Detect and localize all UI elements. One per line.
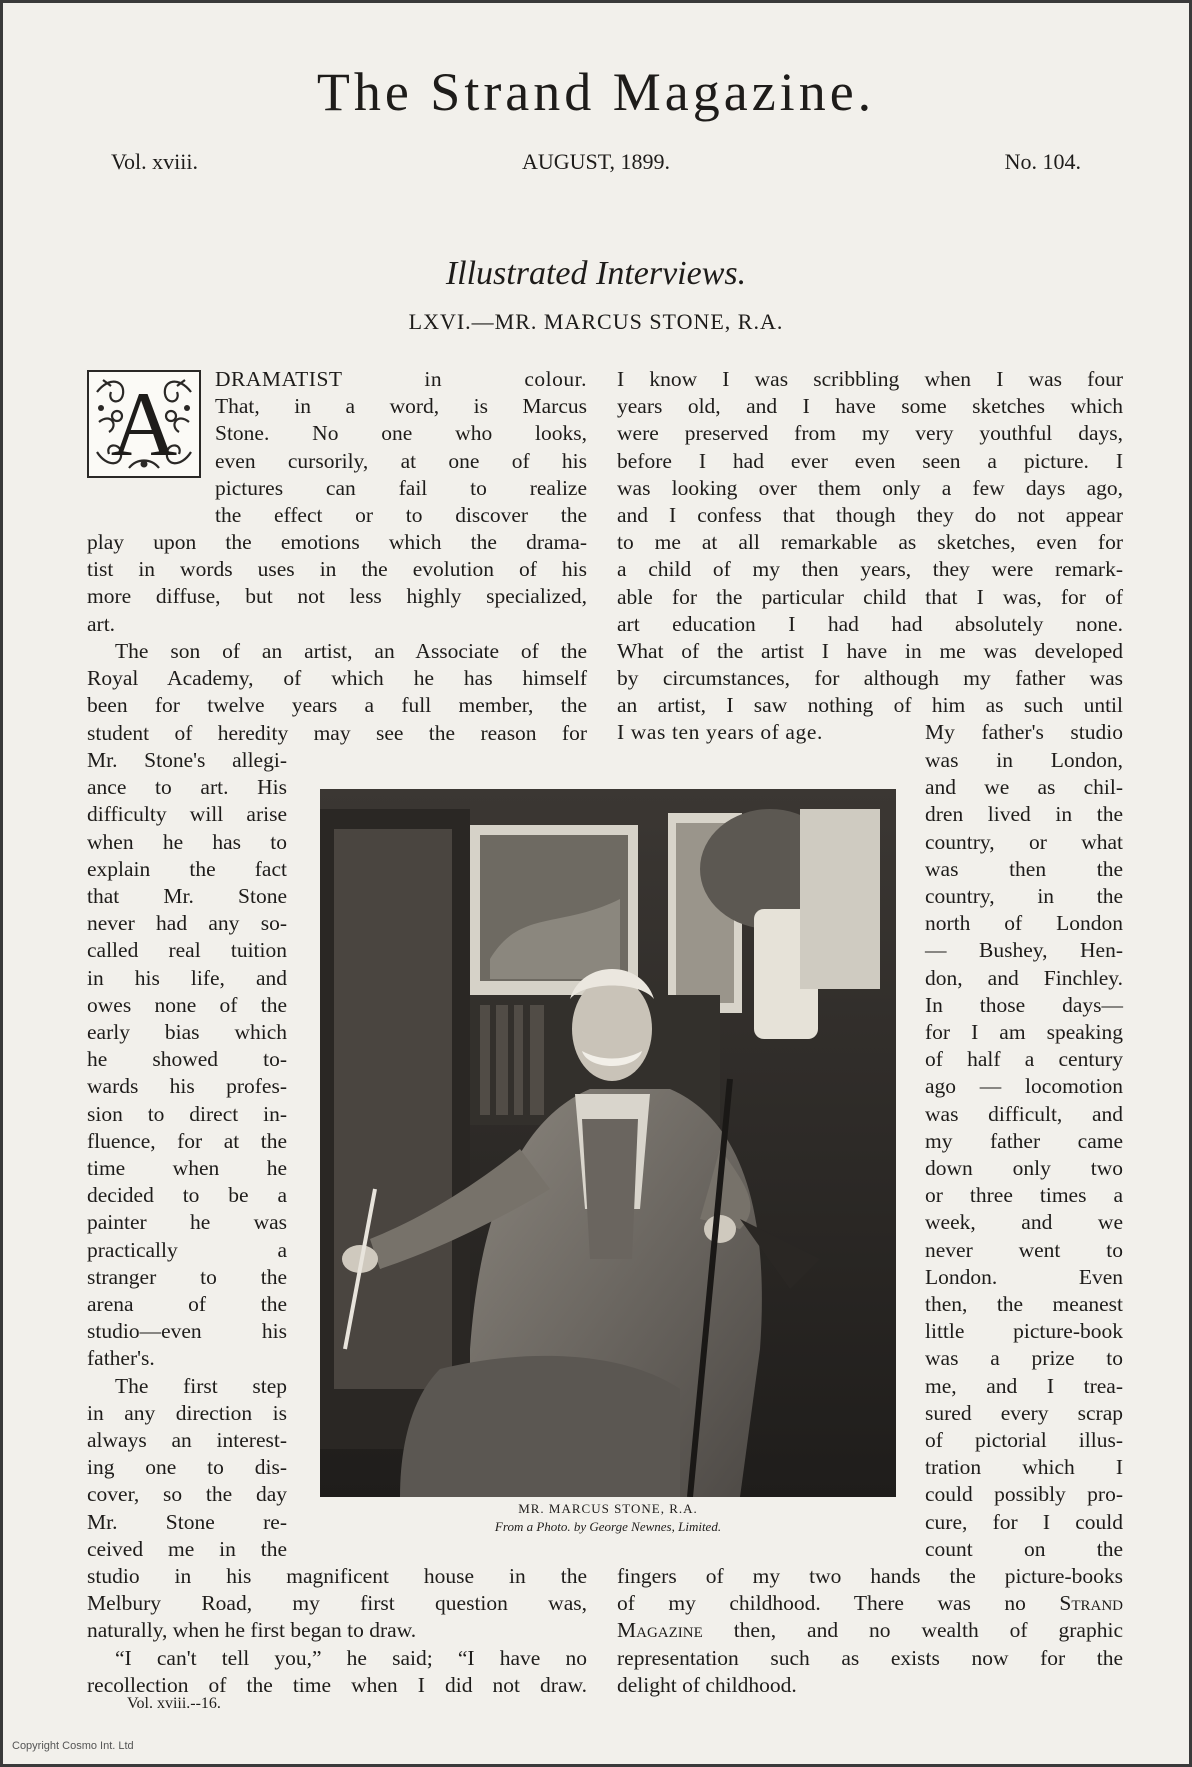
text-line: don, and Finchley.: [925, 965, 1123, 990]
text-line: little picture-book: [925, 1319, 1123, 1344]
section-title: Illustrated Interviews.: [445, 255, 747, 292]
text-line: Melbury Road, my first question was,: [87, 1591, 587, 1616]
text-line: tist in words uses in the evolution of his: [87, 557, 587, 582]
text-line: Mr. Stone re-: [87, 1509, 287, 1534]
text-line: never went to: [925, 1237, 1123, 1262]
text-line: fingers of my two hands the picture-books: [617, 1564, 1123, 1588]
text-line: tration which I: [925, 1455, 1123, 1480]
text-line: My father's studio: [925, 720, 1123, 744]
text-line: to me at all remarkable as sketches, even for: [617, 530, 1123, 555]
text-line: me, and I trea-: [925, 1373, 1123, 1398]
portrait-illustration: [320, 789, 896, 1497]
text-line: cover, so the day: [87, 1482, 287, 1507]
text-line: painter he was: [87, 1210, 287, 1235]
text-line: was then the: [925, 856, 1123, 881]
text-line: [617, 1617, 1123, 1644]
text-line: of pictorial illus-: [925, 1428, 1123, 1453]
col1-para1-rest: [87, 529, 587, 638]
col1-para1-top: [215, 366, 587, 529]
text-line: wards his profes-: [87, 1074, 287, 1099]
article-subtitle: LXVI.—MR. MARCUS STONE, R.A.: [408, 309, 784, 334]
text-line: dren lived in the: [925, 802, 1123, 827]
issue-number: No. 104.: [1004, 149, 1081, 174]
text-fragment: of my childhood. There was no: [617, 1591, 1060, 1616]
text-line: were preserved from my very youthful days,: [617, 421, 1123, 446]
text-line: pictures can fail to realize: [215, 475, 587, 500]
text-line: I know I was scribbling when I was four: [617, 367, 1123, 391]
text-line: week, and we: [925, 1210, 1123, 1235]
text-line: ance to art. His: [87, 775, 287, 800]
text-line: was looking over them only a few days ago,: [617, 475, 1123, 500]
text-line: was a prize to: [925, 1346, 1123, 1371]
col2-wide-top: [617, 366, 1123, 720]
text-line: time when he: [87, 1156, 287, 1181]
text-line: — Bushey, Hen-: [925, 938, 1123, 963]
text-line: sion to direct in-: [87, 1101, 287, 1126]
col2-split-left: I was ten years of age.: [617, 720, 824, 744]
text-line: art education I had had absolutely none.: [617, 611, 1123, 636]
text-line: always an interest-: [87, 1428, 287, 1453]
text-line: Stone. No one who looks,: [215, 421, 587, 446]
text-line: count on the: [925, 1536, 1123, 1561]
text-line: practically a: [87, 1237, 287, 1262]
col2-narrow: [925, 747, 1123, 1563]
text-line: been for twelve years a full member, the: [87, 693, 587, 718]
text-line: ceived me in the: [87, 1536, 287, 1561]
text-line: was in London,: [925, 748, 1123, 772]
text-line: or three times a: [925, 1183, 1123, 1208]
text-line: when he has to: [87, 829, 287, 854]
text-line: early bias which: [87, 1020, 287, 1045]
text-line: of half a century: [925, 1047, 1123, 1072]
masthead-title: The Strand Magazine.: [316, 62, 876, 122]
text-line: then, the meanest: [925, 1292, 1123, 1317]
text-line: Mr. Stone's allegi-: [87, 748, 287, 772]
text-line: student of heredity may see the reason for: [87, 720, 587, 745]
magazine-name-smallcaps: Strand: [1059, 1591, 1123, 1616]
text-line: and I confess that though they do not appear: [617, 503, 1123, 528]
photo-caption-credit: From a Photo. by George Newnes, Limited.: [494, 1519, 722, 1534]
text-line: art.: [87, 611, 116, 636]
text-line: “I can't tell you,” he said; “I have no: [115, 1645, 587, 1670]
text-line: play upon the emotions which the drama-: [87, 530, 587, 554]
text-line: Royal Academy, of which he has himself: [87, 666, 587, 691]
text-line: naturally, when he first began to draw.: [87, 1618, 417, 1643]
col1-para2-narrow: [87, 747, 287, 1563]
text-line: by circumstances, for although my father was: [617, 666, 1123, 691]
text-line: explain the fact: [87, 856, 287, 881]
text-line: What of the artist I have in me was developed: [617, 639, 1123, 664]
text-line: even cursorily, at one of his: [215, 448, 587, 473]
text-line: In those days—: [925, 992, 1123, 1017]
text-line: That, in a word, is Marcus: [215, 394, 587, 419]
text-line: studio in his magnificent house in the: [87, 1564, 587, 1588]
col1-para2-wide: [87, 638, 587, 747]
photo-caption-name: MR. MARCUS STONE, R.A.: [518, 1501, 698, 1516]
text-line: the effect or to discover the: [215, 503, 587, 528]
text-line: and we as chil-: [925, 775, 1123, 800]
text-line: could possibly pro-: [925, 1482, 1123, 1507]
text-line: in any direction is: [87, 1400, 287, 1425]
text-line: an artist, I saw nothing of him as such until: [617, 693, 1123, 718]
copyright-watermark: Copyright Cosmo Int. Ltd: [12, 1740, 134, 1752]
text-line: cure, for I could: [925, 1509, 1123, 1534]
text-line: north of London: [925, 911, 1123, 936]
text-line: fluence, for at the: [87, 1128, 287, 1153]
text-line: father's.: [87, 1346, 155, 1371]
text-line: country, or what: [925, 829, 1123, 854]
text-line: studio—even his: [87, 1319, 287, 1344]
text-line: The son of an artist, an Associate of the: [115, 639, 587, 663]
portrait-photo: [320, 789, 896, 1497]
text-line: ing one to dis-: [87, 1455, 287, 1480]
text-line: more diffuse, but not less highly specialized,: [87, 584, 587, 609]
text-line: decided to be a: [87, 1183, 287, 1208]
page-signature: Vol. xviii.--16.: [127, 1695, 221, 1712]
text-line: was difficult, and: [925, 1101, 1123, 1126]
drop-cap-letter: A: [110, 373, 178, 475]
issue-date: AUGUST, 1899.: [521, 149, 671, 174]
col1-para3-wide: [87, 1563, 587, 1699]
text-line: delight of childhood.: [617, 1672, 797, 1697]
text-line: owes none of the: [87, 992, 287, 1017]
text-line: he showed to-: [87, 1047, 287, 1072]
text-line: down only two: [925, 1156, 1123, 1181]
text-line: that Mr. Stone: [87, 884, 287, 909]
text-line: stranger to the: [87, 1264, 287, 1289]
text-line: [617, 1590, 1123, 1617]
text-line: representation such as exists now for the: [617, 1645, 1123, 1670]
text-fragment: then, and no wealth of graphic: [702, 1618, 1123, 1643]
text-line: years old, and I have some sketches which: [617, 394, 1123, 419]
text-line: sured every scrap: [925, 1400, 1123, 1425]
text-line: arena of the: [87, 1292, 287, 1317]
text-line: for I am speaking: [925, 1020, 1123, 1045]
text-line: able for the particular child that I was, for of: [617, 584, 1123, 609]
magazine-name-smallcaps: Magazine: [617, 1618, 703, 1643]
text-line: my father came: [925, 1128, 1123, 1153]
text-line: in his life, and: [87, 965, 287, 990]
text-line: country, in the: [925, 884, 1123, 909]
text-line: recollection of the time when I did not draw.: [87, 1672, 587, 1697]
issue-volume: Vol. xviii.: [111, 149, 199, 174]
text-line: DRAMATIST in colour.: [215, 367, 587, 391]
text-line: before I had ever even seen a picture. I: [617, 448, 1123, 473]
text-line: difficulty will arise: [87, 802, 287, 827]
ornamental-drop-cap: [87, 370, 201, 478]
col2-wide-bottom: [617, 1563, 1123, 1699]
text-line: called real tuition: [87, 938, 287, 963]
col2-split-right-wrap: [925, 719, 1123, 746]
text-line: The first step: [115, 1373, 287, 1398]
text-line: London. Even: [925, 1264, 1123, 1289]
text-line: never had any so-: [87, 911, 287, 936]
text-line: ago — locomotion: [925, 1074, 1123, 1099]
text-line: a child of my then years, they were remark-: [617, 557, 1123, 582]
